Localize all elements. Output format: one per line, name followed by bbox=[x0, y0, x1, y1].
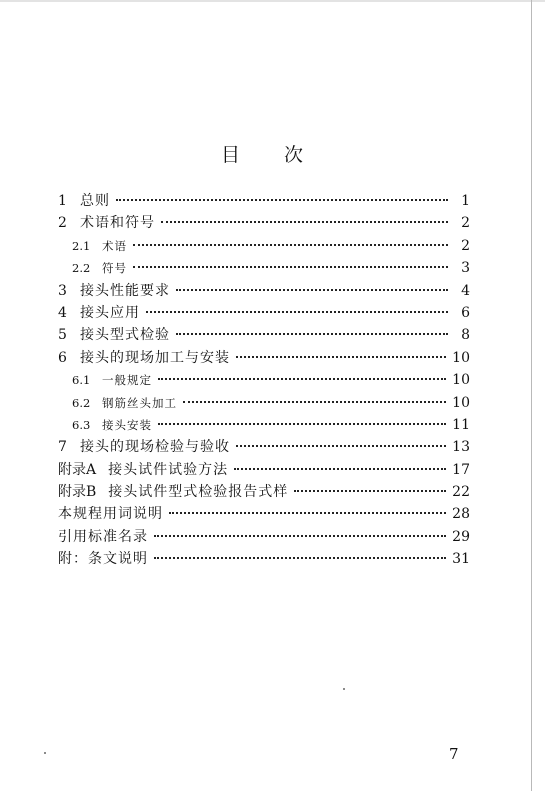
toc-entry-page: 22 bbox=[452, 484, 470, 501]
table-of-contents bbox=[58, 193, 470, 574]
toc-entry[interactable] bbox=[58, 305, 470, 322]
toc-entry-page: 28 bbox=[452, 506, 470, 523]
dot-leader bbox=[161, 221, 448, 223]
toc-entry-label: 接头试件试验方法 bbox=[108, 461, 229, 478]
toc-entry[interactable] bbox=[58, 551, 470, 568]
toc-entry-label: 术语和符号 bbox=[80, 215, 155, 232]
toc-entry[interactable] bbox=[58, 462, 470, 479]
dot-leader bbox=[133, 266, 448, 268]
scan-speck bbox=[44, 752, 46, 754]
dot-leader bbox=[158, 423, 446, 425]
title-char-1: 目 bbox=[221, 144, 241, 166]
toc-entry[interactable] bbox=[58, 439, 470, 456]
scan-top-edge bbox=[0, 0, 545, 2]
dot-leader bbox=[146, 311, 448, 313]
toc-entry[interactable] bbox=[58, 372, 470, 389]
toc-entry-label: 总则 bbox=[80, 193, 110, 209]
toc-entry-label: 钢筋丝头加工 bbox=[102, 395, 177, 410]
toc-entry-page: 11 bbox=[452, 416, 470, 433]
toc-entry-label: 接头试件型式检验报告式样 bbox=[108, 484, 289, 501]
toc-entry[interactable] bbox=[58, 506, 470, 523]
toc-entry[interactable] bbox=[58, 417, 470, 434]
title-char-2: 次 bbox=[284, 144, 304, 166]
dot-leader bbox=[154, 535, 446, 537]
toc-entry-page: 13 bbox=[452, 439, 470, 456]
toc-entry-page: 17 bbox=[452, 461, 470, 478]
toc-entry-number: 6.1 bbox=[72, 373, 91, 388]
toc-entry[interactable] bbox=[58, 484, 470, 501]
toc-entry-label: 接头应用 bbox=[80, 304, 140, 321]
toc-entry-number: 2.1 bbox=[72, 238, 91, 253]
toc-entry[interactable] bbox=[58, 193, 470, 210]
dot-leader bbox=[133, 244, 448, 246]
toc-entry-label: 一般规定 bbox=[102, 373, 152, 388]
toc-entry-number: 4 bbox=[58, 304, 67, 321]
toc-entry-label: 引用标准名录 bbox=[58, 528, 148, 545]
scan-speck bbox=[343, 688, 345, 690]
page-number: 7 bbox=[449, 745, 459, 763]
dot-leader bbox=[183, 401, 446, 403]
dot-leader bbox=[116, 199, 448, 201]
toc-entry-number: 6.2 bbox=[72, 395, 91, 410]
toc-entry-label: 接头安装 bbox=[102, 417, 152, 432]
toc-entry-page: 29 bbox=[452, 528, 470, 545]
toc-entry-label: 术语 bbox=[102, 238, 127, 253]
toc-entry-label: 本规程用词说明 bbox=[58, 506, 163, 523]
dot-leader bbox=[176, 289, 448, 291]
toc-entry-page: 6 bbox=[461, 304, 470, 321]
toc-entry-label: 接头的现场加工与安装 bbox=[80, 349, 230, 366]
toc-entry-page: 10 bbox=[452, 372, 470, 389]
scan-right-edge bbox=[531, 0, 532, 791]
toc-entry-page: 1 bbox=[461, 193, 470, 209]
toc-entry[interactable] bbox=[58, 260, 470, 277]
dot-leader bbox=[158, 378, 446, 380]
toc-entry-label: 接头性能要求 bbox=[80, 282, 170, 299]
toc-entry[interactable] bbox=[58, 238, 470, 255]
toc-entry-number: 6.3 bbox=[72, 417, 91, 432]
dot-leader bbox=[176, 333, 448, 335]
toc-entry-label: 附：条文说明 bbox=[58, 551, 148, 568]
toc-entry[interactable] bbox=[58, 327, 470, 344]
dot-leader bbox=[169, 512, 446, 514]
toc-entry[interactable] bbox=[58, 395, 470, 412]
toc-entry-label: 符号 bbox=[102, 261, 127, 276]
toc-entry-number: 2.2 bbox=[72, 261, 91, 276]
toc-entry-page: 2 bbox=[461, 237, 470, 254]
toc-entry[interactable] bbox=[58, 215, 470, 232]
toc-entry-number: 2 bbox=[58, 215, 67, 232]
toc-entry-number: 6 bbox=[58, 349, 67, 366]
toc-entry-label: 接头型式检验 bbox=[80, 327, 170, 344]
dot-leader bbox=[236, 445, 446, 447]
toc-entry-page: 3 bbox=[461, 260, 470, 277]
toc-entry-page: 8 bbox=[461, 327, 470, 344]
dot-leader bbox=[234, 468, 446, 470]
toc-entry-number: 附录A bbox=[58, 461, 97, 478]
toc-entry-label: 接头的现场检验与验收 bbox=[80, 439, 230, 456]
toc-entry-page: 2 bbox=[461, 215, 470, 232]
toc-entry[interactable] bbox=[58, 529, 470, 546]
toc-entry-number: 3 bbox=[58, 282, 67, 299]
toc-entry-page: 31 bbox=[452, 551, 470, 568]
toc-entry-number: 1 bbox=[58, 193, 67, 209]
dot-leader bbox=[294, 490, 446, 492]
dot-leader bbox=[236, 356, 446, 358]
toc-entry-number: 5 bbox=[58, 327, 67, 344]
toc-entry-page: 4 bbox=[461, 282, 470, 299]
toc-entry-page: 10 bbox=[452, 349, 470, 366]
toc-entry-number: 7 bbox=[58, 439, 67, 456]
toc-entry-page: 10 bbox=[452, 394, 470, 411]
toc-entry[interactable] bbox=[58, 283, 470, 300]
toc-entry[interactable] bbox=[58, 350, 470, 367]
dot-leader bbox=[154, 557, 446, 559]
toc-entry-number: 附录B bbox=[58, 484, 97, 501]
